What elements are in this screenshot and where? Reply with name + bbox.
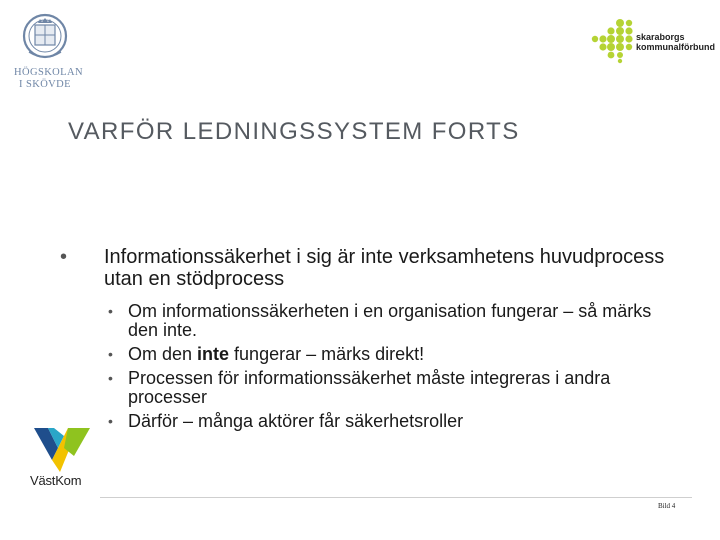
vastkom-name: VästKom [30, 473, 82, 488]
page-number: Bild 4 [658, 502, 676, 510]
slide-title: VARFÖR LEDNINGSSYSTEM FORTS [68, 118, 520, 145]
slide-content [60, 246, 680, 436]
main-bullet [60, 246, 680, 290]
bullet-icon: • [108, 303, 113, 319]
hogskolan-name-line1: HÖGSKOLAN [14, 67, 83, 78]
dots-icon [590, 18, 638, 64]
footer-divider [100, 497, 692, 498]
skaraborg-name-line1: skaraborgs [636, 32, 685, 42]
sub-bullet [60, 369, 680, 407]
sub-bullet-text-bold: inte [197, 344, 230, 364]
sub-bullet-text: Processen för informationssäkerhet måste integreras i andra processer [128, 368, 611, 407]
sub-bullet-text: Om informationssäkerheten i en organisation fungerar – så märks den inte. [128, 301, 652, 340]
sub-bullet [60, 345, 680, 364]
skaraborg-logo [590, 18, 720, 68]
sub-bullet-text-pre: Om den [128, 344, 198, 364]
vastkom-logo [30, 426, 100, 496]
bullet-icon: • [108, 370, 113, 386]
bullet-icon: • [108, 413, 113, 429]
sub-bullet-list [60, 302, 680, 431]
bullet-icon: • [108, 346, 113, 362]
bullet-icon: • [60, 246, 68, 268]
sub-bullet [60, 302, 680, 340]
hogskolan-logo [14, 12, 83, 110]
hogskolan-name-line2: I SKÖVDE [19, 79, 71, 90]
v-mark-icon [34, 426, 90, 472]
sub-bullet-text: Därför – många aktörer får säkerhetsroller [128, 411, 464, 431]
skaraborg-name-line2: kommunalförbund [636, 42, 715, 52]
main-bullet-text: Informationssäkerhet i sig är inte verksamhetens huvudprocess utan en stödprocess [104, 246, 665, 290]
crest-icon [21, 12, 69, 64]
sub-bullet-text-post: fungerar – märks direkt! [229, 344, 425, 364]
sub-bullet [60, 412, 680, 431]
